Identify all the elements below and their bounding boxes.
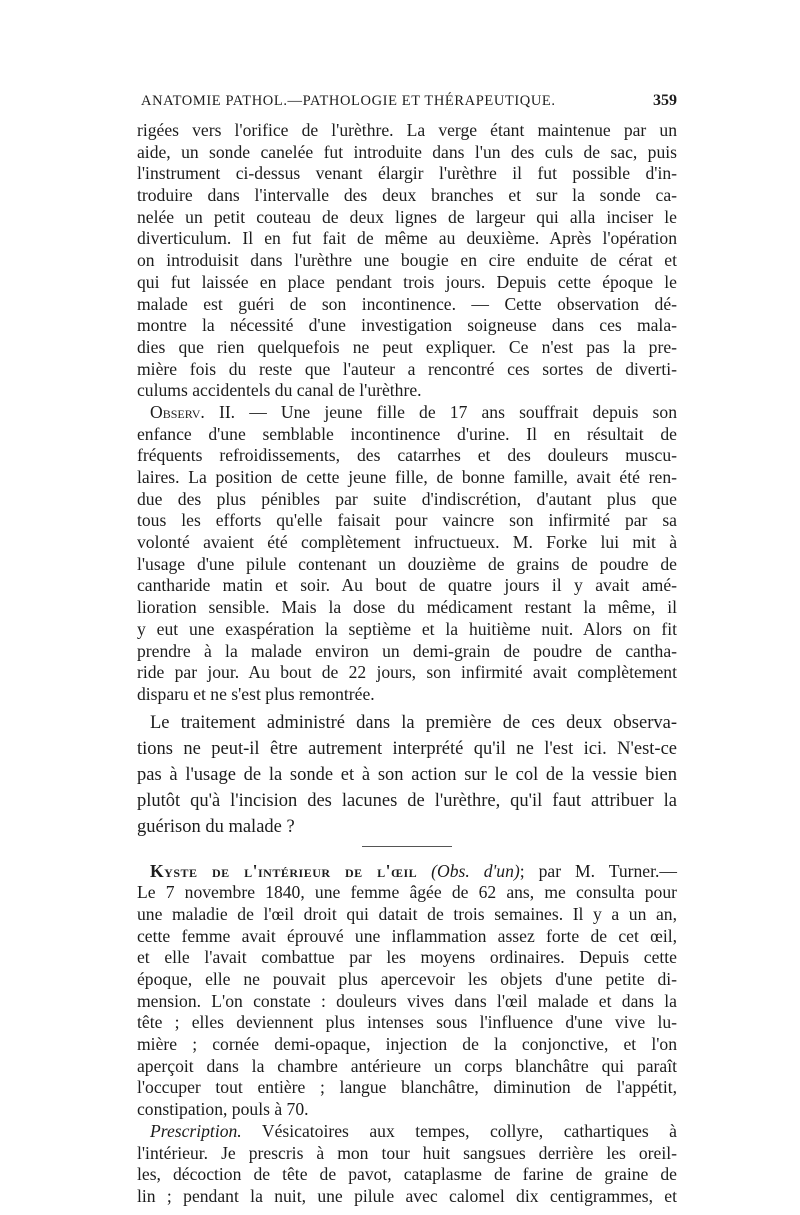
text-line: volonté avaient été complètement infructueux. M. Forke lui mit à bbox=[137, 532, 677, 553]
text-line: constipation, pouls à 70. bbox=[137, 1099, 309, 1120]
text-line: l'intérieur. Je prescris à mon tour huit sangsues derrière les oreil- bbox=[137, 1142, 677, 1163]
paragraph-diverticulum bbox=[137, 120, 677, 402]
article-subtitle: (Obs. d'un) bbox=[431, 860, 520, 881]
text-line: Le 7 novembre 1840, une femme âgée de 62 ans, me consulta pour bbox=[137, 882, 677, 903]
text-line: rigées vers l'orifice de l'urèthre. La verge étant maintenue par un bbox=[137, 120, 677, 140]
text-line: dies que rien quelquefois ne peut expliquer. Ce n'est pas la pre- bbox=[137, 336, 677, 357]
text-line: époque, elle ne pouvait plus apercevoir les objets d'une petite di- bbox=[137, 969, 677, 989]
text-line: fréquents refroidissements, des catarrhes et des douleurs muscu- bbox=[137, 445, 677, 466]
book-page bbox=[137, 92, 677, 1208]
text-line: y eut une exaspération la septième et la huitième nuit. Alors on fit bbox=[137, 618, 677, 639]
text-line: l'usage d'une pilule contenant un douzième de grains de poudre de bbox=[137, 553, 677, 574]
text-line: prendre à la malade environ un demi-grain de poudre de cantha- bbox=[137, 640, 677, 661]
article-kyste bbox=[137, 861, 677, 1208]
text-line: tous les efforts qu'elle faisait pour vaincre son infirmité par sa bbox=[137, 510, 677, 531]
text-fragment: II. — Une jeune fille de 17 ans souffrait depuis son bbox=[204, 401, 677, 422]
text-line: due des plus pénibles par suite d'indiscrétion, d'autant plus que bbox=[137, 488, 677, 509]
page-number: 359 bbox=[653, 92, 677, 109]
text-line: pas à l'usage de la sonde et à son action sur le col de la vessie bien bbox=[137, 764, 677, 785]
prescription-label: Prescription. bbox=[150, 1120, 242, 1141]
text-line: nelée un petit couteau de deux lignes de largeur qui alla inciser le bbox=[137, 206, 677, 227]
text-line: malade est guéri de son incontinence. — Cette observation dé- bbox=[137, 293, 677, 314]
running-head bbox=[137, 92, 677, 110]
text-line: qui fut laissée en place pendant trois jours. Depuis cette époque le bbox=[137, 271, 677, 292]
text-line: mière ; cornée demi-opaque, injection de la conjonctive, et l'on bbox=[137, 1034, 677, 1055]
paragraph-observation-2 bbox=[137, 402, 677, 706]
text-line: troduire dans l'intervalle des deux branches et sur la sonde ca- bbox=[137, 185, 677, 206]
text-line: plutôt qu'à l'incision des lacunes de l'urèthre, qu'il faut attribuer la bbox=[137, 790, 677, 811]
text-line: lin ; pendant la nuit, une pilule avec calomel dix centigrammes, et bbox=[137, 1185, 677, 1206]
text-line: laires. La position de cette jeune fille, de bonne famille, avait été ren- bbox=[137, 467, 677, 487]
text-line: diverticulum. Il en fut fait de même au deuxième. Après l'opération bbox=[137, 228, 677, 249]
article-heading bbox=[137, 861, 677, 883]
text-line: et elle l'avait combattue par les moyens ordinaires. Depuis cette bbox=[137, 947, 677, 968]
text-line: aperçoit dans la chambre antérieure un corps blanchâtre qui paraît bbox=[137, 1055, 677, 1076]
paragraph-commentary bbox=[137, 710, 677, 840]
text-line: disparu et ne s'est plus remontrée. bbox=[137, 683, 375, 704]
article-author: ; par M. Turner.— bbox=[519, 860, 677, 881]
text-line: mension. L'on constate : douleurs vives dans l'œil malade et dans la bbox=[137, 990, 677, 1011]
text-line: lioration sensible. Mais la dose du médicament restant la même, il bbox=[137, 597, 677, 618]
text-line: culums accidentels du canal de l'urèthre. bbox=[137, 380, 422, 401]
text-line: guérison du malade ? bbox=[137, 816, 295, 837]
text-line: ride par jour. Au bout de 22 jours, son infirmité avait complètement bbox=[137, 662, 677, 683]
text-line: les, décoction de tête de pavot, cataplasme de farine de graine de bbox=[137, 1164, 677, 1185]
text-line: l'occuper tout entière ; langue blanchâtre, diminution de l'appétit, bbox=[137, 1077, 677, 1098]
text-line: Le traitement administré dans la première de ces deux observa- bbox=[150, 712, 677, 733]
text-line bbox=[137, 1121, 677, 1143]
text-line: cantharide matin et soir. Au bout de quatre jours il y avait amé- bbox=[137, 575, 677, 596]
section-divider bbox=[362, 846, 452, 847]
text-line: l'instrument ci-dessus venant élargir l'urèthre il fut possible d'in- bbox=[137, 163, 677, 184]
text-line: on introduisit dans l'urèthre une bougie en cire enduite de cérat et bbox=[137, 250, 677, 271]
text-line: enfance d'une semblable incontinence d'urine. Il en résultait de bbox=[137, 423, 677, 444]
text-line: montre la nécessité d'une investigation soigneuse dans ces mala- bbox=[137, 315, 677, 336]
text-line: une maladie de l'œil droit qui datait de trois semaines. Il y a un an, bbox=[137, 903, 677, 924]
text-line: mière fois du reste que l'auteur a rencontré ces sortes de diverti- bbox=[137, 358, 677, 379]
observation-label: Observ. bbox=[150, 401, 205, 422]
text-line: tions ne peut-il être autrement interprété qu'il ne l'est ici. N'est-ce bbox=[137, 738, 677, 759]
running-title: ANATOMIE PATHOL.—PATHOLOGIE ET THÉRAPEUTIQUE. bbox=[141, 93, 556, 109]
text-line: tête ; elles deviennent plus intenses sous l'influence d'une vive lu- bbox=[137, 1012, 677, 1033]
text-fragment: Vésicatoires aux tempes, collyre, cathartiques à bbox=[241, 1120, 677, 1141]
text-line: aide, un sonde canelée fut introduite dans l'un des culs de sac, puis bbox=[137, 141, 677, 162]
text-line: cette femme avait éprouvé une inflammation assez forte de cet œil, bbox=[137, 925, 677, 946]
article-title: Kyste de l'intérieur de l'œil bbox=[150, 860, 418, 881]
text-line bbox=[137, 402, 677, 424]
